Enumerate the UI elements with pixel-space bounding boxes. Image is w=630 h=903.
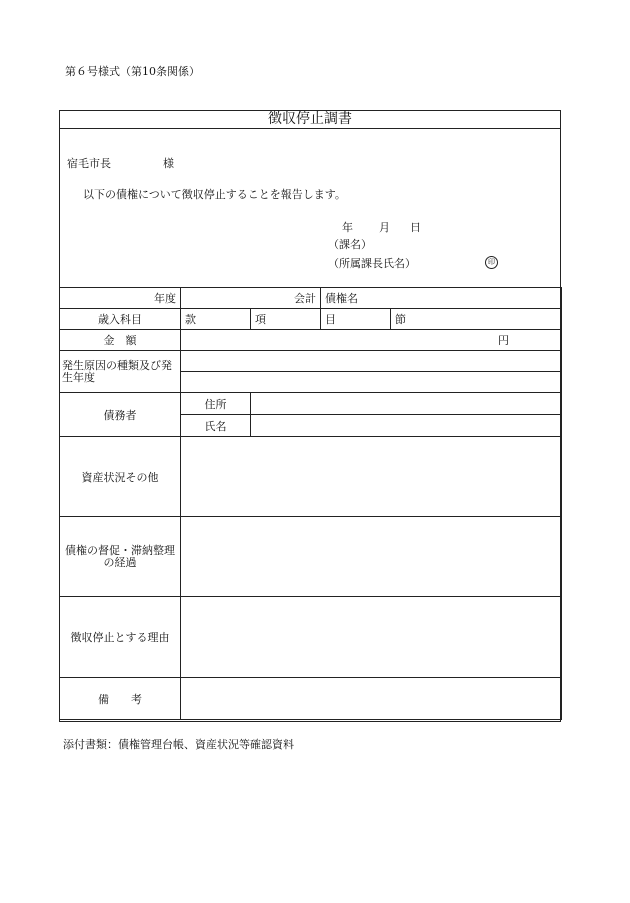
table-row bbox=[60, 393, 562, 415]
addressee-honorific: 様 bbox=[163, 157, 174, 170]
kou-label: 項 bbox=[251, 309, 321, 330]
account-label: 会計 bbox=[181, 288, 321, 309]
cause-value-1[interactable] bbox=[181, 351, 562, 372]
cause-value-2[interactable] bbox=[181, 372, 562, 393]
form-title: 徴収停止調書 bbox=[59, 110, 561, 129]
report-statement: 以下の債権について徴収停止することを報告します。 bbox=[83, 188, 346, 201]
address-label: 住所 bbox=[181, 393, 251, 415]
dunning-label: 債権の督促・滞納整理の経過 bbox=[60, 517, 181, 597]
date-month: 月 bbox=[379, 221, 390, 234]
addressee bbox=[67, 155, 174, 171]
date-year: 年 bbox=[342, 221, 353, 234]
table-row bbox=[60, 330, 562, 351]
budget-item-label: 歳入科目 bbox=[60, 309, 181, 330]
date-day: 日 bbox=[410, 221, 421, 234]
remarks-field[interactable] bbox=[181, 678, 562, 720]
table-row bbox=[60, 437, 562, 517]
name-label: 氏名 bbox=[181, 415, 251, 437]
table-row bbox=[60, 288, 562, 309]
assets-label: 資産状況その他 bbox=[60, 437, 181, 517]
kan-label: 款 bbox=[181, 309, 251, 330]
table-row bbox=[60, 678, 562, 720]
table-row bbox=[60, 517, 562, 597]
amount-label: 金 額 bbox=[60, 330, 181, 351]
seal-mark: 印 bbox=[485, 256, 498, 269]
moku-label: 目 bbox=[321, 309, 391, 330]
debtor-label: 債務者 bbox=[60, 393, 181, 437]
claim-table bbox=[59, 287, 562, 720]
claim-name-label: 債権名 bbox=[321, 288, 562, 309]
attachments-note: 添付書類：債権管理台帳、資産状況等確認資料 bbox=[63, 738, 294, 751]
table-row bbox=[60, 597, 562, 678]
department-label: （課名） bbox=[328, 238, 372, 251]
address-field[interactable] bbox=[251, 393, 562, 415]
section-chief-label: （所属課長氏名） bbox=[328, 257, 416, 270]
date-line bbox=[342, 219, 421, 235]
reason-field[interactable] bbox=[181, 597, 562, 678]
table-row bbox=[60, 309, 562, 330]
cause-label: 発生原因の種類及び発生年度 bbox=[60, 351, 181, 393]
addressee-name: 宿毛市長 bbox=[67, 157, 111, 170]
assets-field[interactable] bbox=[181, 437, 562, 517]
remarks-label: 備 考 bbox=[60, 678, 181, 720]
form-number: 第６号様式（第10条関係） bbox=[65, 65, 200, 78]
table-row bbox=[60, 351, 562, 372]
reason-label: 徴収停止とする理由 bbox=[60, 597, 181, 678]
name-field[interactable] bbox=[251, 415, 562, 437]
yen-unit: 円 bbox=[181, 330, 562, 351]
setsu-label: 節 bbox=[391, 309, 562, 330]
dunning-field[interactable] bbox=[181, 517, 562, 597]
fiscal-year-label: 年度 bbox=[60, 288, 181, 309]
